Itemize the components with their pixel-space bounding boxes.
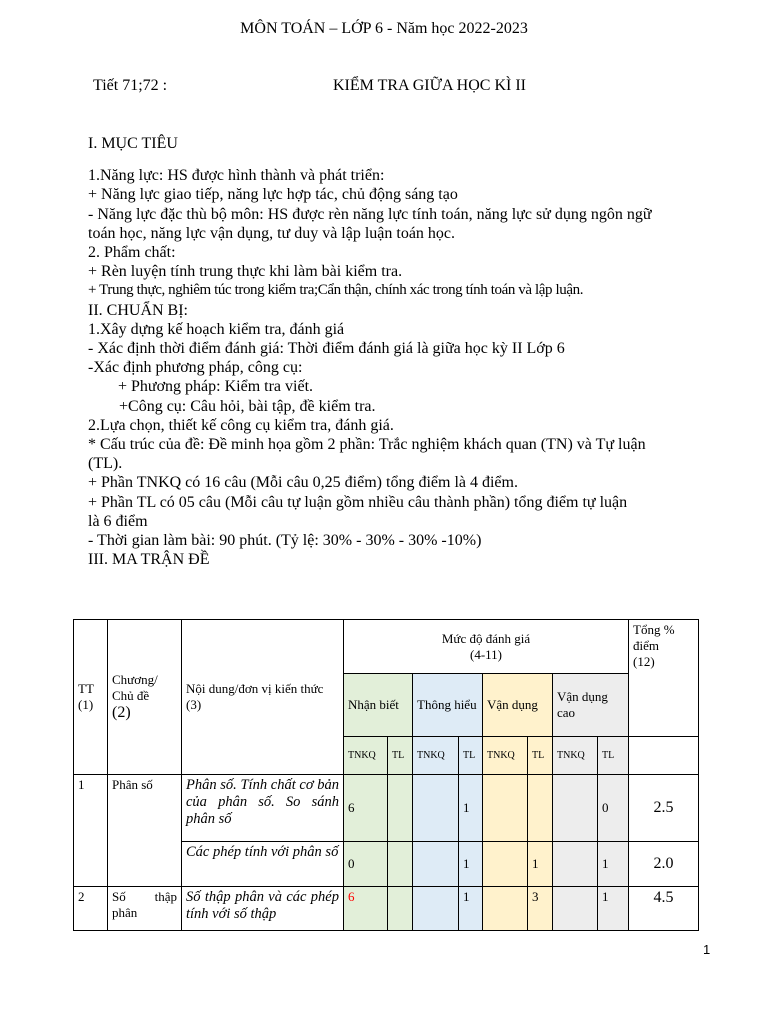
cell-vd-tl: 3 <box>528 887 553 931</box>
body-line: + Rèn luyện tính trung thực khi làm bài kiểm tra. <box>88 263 403 281</box>
cell-vd-tnkq <box>483 842 528 887</box>
exam-title: KIỂM TRA GIỮA HỌC KÌ II <box>333 77 526 94</box>
body-line: 1.Năng lực: HS được hình thành và phát triển: <box>88 167 385 185</box>
table-row <box>74 775 699 842</box>
cell-vd-tl <box>528 775 553 842</box>
cell-tong: 2.5 <box>629 775 699 842</box>
cell-nb-tl <box>388 775 413 842</box>
cell-noi-dung: Số thập phân và các phép tính với số thập <box>182 887 344 931</box>
body-line: (TL). <box>88 455 123 473</box>
cell-tt: 1 <box>74 775 108 887</box>
lesson-number: Tiết 71;72 : <box>93 77 168 94</box>
page-number: 1 <box>703 942 711 957</box>
cell-th-tl: 1 <box>459 775 483 842</box>
cell-nb-tl <box>388 887 413 931</box>
body-line: + Phương pháp: Kiểm tra viết. <box>118 378 314 396</box>
section-heading: III. MA TRẬN ĐỀ <box>88 551 210 569</box>
header-chuong: Chương/ Chủ đề (2) <box>108 620 182 775</box>
cell-tt: 2 <box>74 887 108 931</box>
header-noi-dung: Nội dung/đơn vị kiến thức (3) <box>182 620 344 775</box>
header-tong: Tổng % điểm (12) <box>629 620 699 737</box>
header-tl: TL <box>388 737 413 775</box>
body-line: -Xác định phương pháp, công cụ: <box>88 359 303 377</box>
cell-vdc-tl: 1 <box>598 842 629 887</box>
header-empty <box>629 737 699 775</box>
header-van-dung: Vận dụng <box>483 674 553 737</box>
header-tnkq: TNKQ <box>553 737 598 775</box>
header-nhan-biet: Nhận biết <box>344 674 413 737</box>
body-line: + Phần TNKQ có 16 câu (Mỗi câu 0,25 điểm) tổng điểm là 4 điểm. <box>88 474 518 492</box>
body-line: 1.Xây dựng kế hoạch kiểm tra, đánh giá <box>88 320 345 338</box>
header-tnkq: TNKQ <box>413 737 459 775</box>
cell-th-tnkq <box>413 887 459 931</box>
cell-vdc-tnkq <box>553 842 598 887</box>
document-body <box>88 134 718 569</box>
cell-th-tnkq <box>413 842 459 887</box>
body-line: 2. Phẩm chất: <box>88 244 176 262</box>
body-line: + Phần TL có 05 câu (Mỗi câu tự luận gồm nhiều câu thành phần) tổng điểm tự luận <box>88 493 628 511</box>
header-muc-do: Mức độ đánh giá (4-11) <box>344 620 629 674</box>
page-title: MÔN TOÁN – LỚP 6 - Năm học 2022-2023 <box>240 20 528 37</box>
body-line: + Năng lực giao tiếp, năng lực hợp tác, chủ động sáng tạo <box>88 186 458 204</box>
table-header-row <box>74 620 699 674</box>
body-line: + Trung thực, nghiêm túc trong kiểm tra;Cẩn thận, chính xác trong tính toán và lập luận. <box>88 282 584 299</box>
table-row <box>74 887 699 931</box>
cell-vdc-tnkq <box>553 775 598 842</box>
body-line: - Thời gian làm bài: 90 phút. (Tỷ lệ: 30% - 30% - 30% -10%) <box>88 532 482 550</box>
cell-vd-tl: 1 <box>528 842 553 887</box>
header-tnkq: TNKQ <box>344 737 388 775</box>
cell-th-tnkq <box>413 775 459 842</box>
body-line: - Xác định thời điểm đánh giá: Thời điểm đánh giá là giữa học kỳ II Lớp 6 <box>88 340 565 358</box>
body-line: 2.Lựa chọn, thiết kế công cụ kiểm tra, đánh giá. <box>88 416 394 434</box>
body-line: toán học, năng lực vận dụng, tư duy và lập luận toán học. <box>88 224 456 242</box>
body-line: - Năng lực đặc thù bộ môn: HS được rèn năng lực tính toán, năng lực sử dụng ngôn ngữ <box>88 205 652 223</box>
cell-nb-tl <box>388 842 413 887</box>
header-tl: TL <box>598 737 629 775</box>
assessment-matrix-table <box>73 619 699 931</box>
body-line: +Công cụ: Câu hỏi, bài tập, đề kiểm tra. <box>119 397 376 415</box>
cell-tong: 4.5 <box>629 887 699 931</box>
cell-th-tl: 1 <box>459 842 483 887</box>
header-thong-hieu: Thông hiểu <box>413 674 483 737</box>
cell-chuong: Số thập phân <box>108 887 182 931</box>
cell-nb-tnkq: 6 <box>344 775 388 842</box>
cell-vd-tnkq <box>483 775 528 842</box>
cell-vd-tnkq <box>483 887 528 931</box>
body-line: là 6 điểm <box>88 512 148 530</box>
cell-nb-tnkq: 0 <box>344 842 388 887</box>
header-tt: TT (1) <box>74 620 108 775</box>
cell-tong: 2.0 <box>629 842 699 887</box>
cell-th-tl: 1 <box>459 887 483 931</box>
cell-vdc-tl: 1 <box>598 887 629 931</box>
cell-noi-dung: Các phép tính với phân số <box>182 842 344 887</box>
cell-nb-tnkq: 6 <box>344 887 388 931</box>
header-tnkq: TNKQ <box>483 737 528 775</box>
cell-noi-dung: Phân số. Tính chất cơ bản của phân số. So sánh phân số <box>182 775 344 842</box>
header-tl: TL <box>459 737 483 775</box>
section-heading: II. CHUẨN BỊ: <box>88 301 188 319</box>
header-van-dung-cao: Vận dụng cao <box>553 674 629 737</box>
cell-vdc-tnkq <box>553 887 598 931</box>
body-line: * Cấu trúc của đề: Đề minh họa gồm 2 phần: Trắc nghiệm khách quan (TN) và Tự luận <box>88 436 646 454</box>
section-heading: I. MỤC TIÊU <box>88 135 178 152</box>
cell-vdc-tl: 0 <box>598 775 629 842</box>
cell-chuong: Phân số <box>108 775 182 887</box>
header-tl: TL <box>528 737 553 775</box>
